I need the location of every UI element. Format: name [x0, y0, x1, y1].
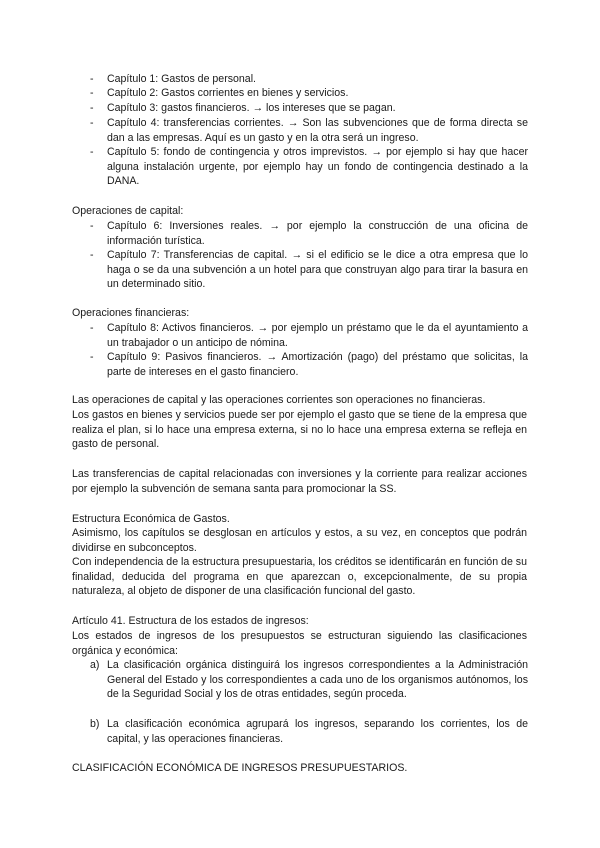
list-item: Capítulo 7: Transferencias de capital. → si el edificio se le dice a otra empresa que lo haga o se da una subvención a un hotel para que construyan algo para tirar la basura en un determinado sitio.: [107, 249, 528, 291]
list-item: Capítulo 8: Activos financieros. → por ejemplo un préstamo que le da el ayuntamiento a un trabajador o un anticipo de nómina.: [107, 322, 528, 349]
list-item: Capítulo 5: fondo de contingencia y otros imprevistos. → por ejemplo si hay que hacer alguna instalación urgente, por ejemplo hay un fondo de contingencia destinado a la DANA.: [107, 146, 528, 188]
financial-heading: Operaciones financieras:: [72, 307, 190, 319]
list-bullet: -: [90, 351, 94, 363]
capital-heading: Operaciones de capital:: [72, 205, 184, 217]
list-item: Capítulo 6: Inversiones reales. → por ejemplo la construcción de una oficina de información turística.: [107, 220, 528, 247]
list-item: Capítulo 1: Gastos de personal.: [107, 73, 256, 85]
list-bullet: -: [90, 322, 94, 334]
list-item: Capítulo 9: Pasivos financieros. → Amortización (pago) del préstamo que solicitas, la parte de intereses en el gasto financiero.: [107, 351, 528, 378]
article-title: Artículo 41. Estructura de los estados de ingresos:: [72, 615, 309, 627]
list-item: Capítulo 3: gastos financieros. → los intereses que se pagan.: [107, 102, 396, 114]
paragraph: Asimismo, los capítulos se desglosan en artículos y estos, a su vez, en conceptos que podrán dividirse en subconceptos.: [72, 527, 527, 554]
list-bullet: -: [90, 102, 94, 114]
list-bullet: -: [90, 249, 94, 261]
paragraph: Las transferencias de capital relacionadas con inversiones y la corriente para realizar acciones por ejemplo la subvención de semana santa para promocionar la SS.: [72, 468, 527, 495]
paragraph: Los estados de ingresos de los presupuestos se estructuran siguiendo las clasificaciones orgánica y económica:: [72, 630, 527, 657]
section-title: Estructura Económica de Gastos.: [72, 513, 230, 525]
list-bullet: -: [90, 146, 94, 158]
list-marker: a): [90, 659, 100, 671]
list-bullet: -: [90, 87, 94, 99]
list-item: La clasificación económica agrupará los ingresos, separando los corrientes, los de capital, y las operaciones financieras.: [107, 718, 528, 745]
list-marker: b): [90, 718, 100, 730]
final-heading: CLASIFICACIÓN ECONÓMICA DE INGRESOS PRESUPUESTARIOS.: [72, 762, 408, 774]
list-item: Capítulo 4: transferencias corrientes. → Son las subvenciones que de forma directa se dan a las empresas. Aquí es un gasto y en la otra será un ingreso.: [107, 117, 528, 144]
list-bullet: -: [90, 117, 94, 129]
list-item: Capítulo 2: Gastos corrientes en bienes y servicios.: [107, 87, 349, 99]
paragraph: Los gastos en bienes y servicios puede ser por ejemplo el gasto que se tiene de la empresa que realiza el plan, si lo hace una empresa externa, si no lo hace una empresa externa se refleja en gasto de personal.: [72, 409, 527, 451]
list-bullet: -: [90, 220, 94, 232]
paragraph: Con independencia de la estructura presupuestaria, los créditos se identificarán en función de su finalidad, deducida del programa en que aparezcan o, excepcionalmente, de su propia naturaleza, al objeto de disponer de una clasificación funcional del gasto.: [72, 556, 527, 598]
paragraph: Las operaciones de capital y las operaciones corrientes son operaciones no financieras.: [72, 394, 486, 406]
list-bullet: -: [90, 73, 94, 85]
list-item: La clasificación orgánica distinguirá los ingresos correspondientes a la Administración General del Estado y los correspondientes a cada uno de los organismos autónomos, los de la Seguridad Social y los de otras entidades, según proceda.: [107, 659, 528, 701]
